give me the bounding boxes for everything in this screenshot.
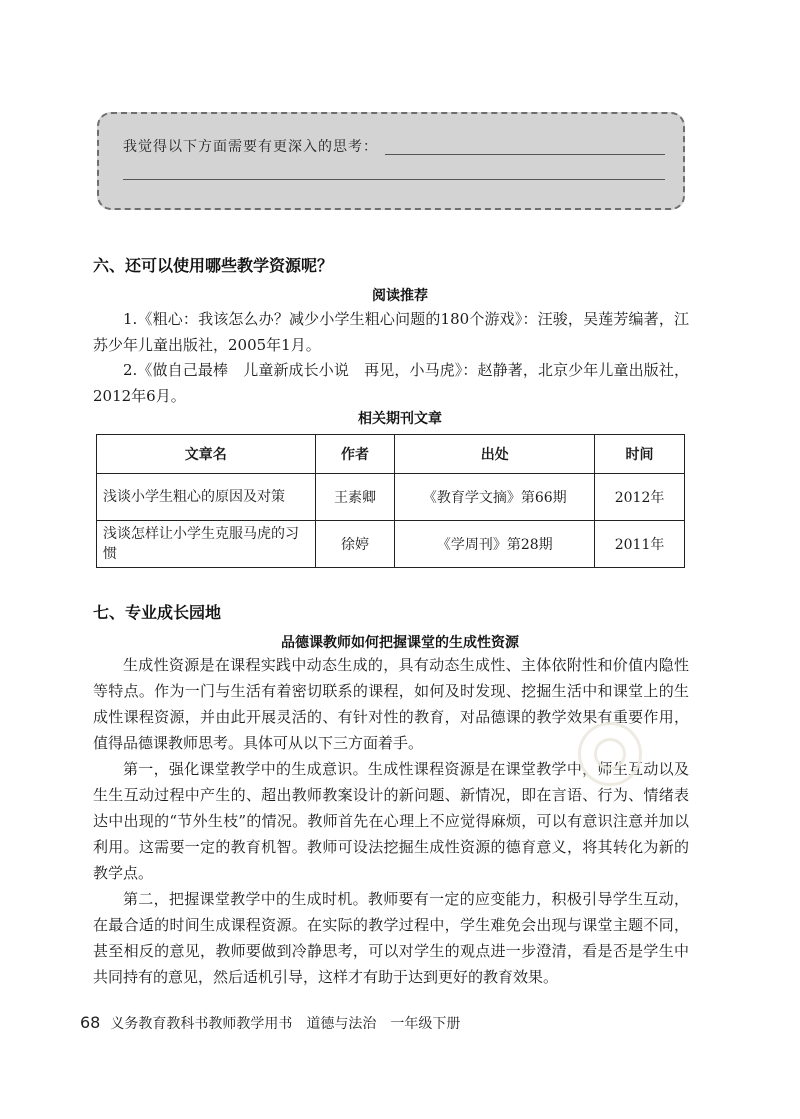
- column-header-source: 出处: [395, 435, 595, 474]
- book-title: 义务教育教科书教师教学用书 道德与法治 一年级下册: [110, 1016, 461, 1032]
- article-date-cell: 2012年: [595, 474, 685, 521]
- article-date-cell: 2011年: [595, 521, 685, 568]
- section-7-heading: 七、专业成长园地: [93, 603, 222, 622]
- column-header-title: 文章名: [97, 435, 316, 474]
- article-author-cell: 徐婷: [315, 521, 395, 568]
- reflection-writing-line: [385, 154, 665, 155]
- article-author-cell: 王素卿: [315, 474, 395, 521]
- book-recommendation-1: 1.《粗心：我该怎么办？减少小学生粗心问题的180个游戏》：汪骏，吴莲芳编著，江苏少年儿童出版社，2005年1月。: [93, 310, 689, 354]
- reflection-writing-line: [123, 179, 665, 180]
- column-header-date: 时间: [595, 435, 685, 474]
- page-footer: [80, 1013, 460, 1033]
- reflection-box: [97, 112, 685, 210]
- article-source-cell: 《教育学文摘》第66期: [395, 474, 595, 521]
- article-title-cell: 浅谈小学生粗心的原因及对策: [97, 474, 316, 521]
- page-number: 68: [80, 1013, 101, 1032]
- article-paragraph: 第一，强化课堂教学中的生成意识。生成性课程资源是在课堂教学中，师生互动以及生生互动过程中产生的、超出教师教案设计的新问题、新情况，即在言语、行为、情绪表达中出现的“节外生枝”的情况。教师首先在心理上不应觉得麻烦，可以有意识注意并加以利用。这需要一定的教育机智。教师可设法挖掘生成性资源的德育意义，将其转化为新的教学点。: [93, 760, 689, 882]
- column-header-author: 作者: [315, 435, 395, 474]
- watermark-seal-icon: [578, 722, 642, 786]
- book-recommendation-2: 2.《做自己最棒 儿童新成长小说 再见，小马虎》：赵静著，北京少年儿童出版社，2012年6月。: [93, 361, 689, 405]
- article-source-cell: 《学周刊》第28期: [395, 521, 595, 568]
- article-title: 品德课教师如何把握课堂的生成性资源: [281, 635, 519, 651]
- table-row: [97, 474, 685, 521]
- article-paragraph: 第二，把握课堂教学中的生成时机。教师要有一定的应变能力，积极引导学生互动，在最合适的时间生成课程资源。在实际的教学过程中，学生难免会出现与课堂主题不同，甚至相反的意见，教师要做到冷静思考，可以对学生的观点进一步澄清，看是否是学生中共同持有的意见，然后适机引导，这样才有助于达到更好的教育效果。: [93, 890, 689, 986]
- journal-articles-table: [96, 434, 685, 568]
- table-header-row: [97, 435, 685, 474]
- reflection-prompt: 我觉得以下方面需要有更深入的思考：: [123, 139, 378, 155]
- journal-articles-title: 相关期刊文章: [358, 411, 442, 427]
- article-title-cell: 浅谈怎样让小学生克服马虎的习惯: [97, 521, 316, 568]
- reading-recommendation-title: 阅读推荐: [372, 288, 428, 304]
- table-row: [97, 521, 685, 568]
- section-6-heading: 六、还可以使用哪些教学资源呢？: [93, 256, 334, 275]
- article-paragraph: 生成性资源是在课程实践中动态生成的，具有动态生成性、主体依附性和价值内隐性等特点。作为一门与生活有着密切联系的课程，如何及时发现、挖掘生活中和课堂上的生成性课程资源，并由此开展灵活的、有针对性的教育，对品德课的教学效果有重要作用，值得品德课教师思考。具体可从以下三方面着手。: [93, 656, 689, 752]
